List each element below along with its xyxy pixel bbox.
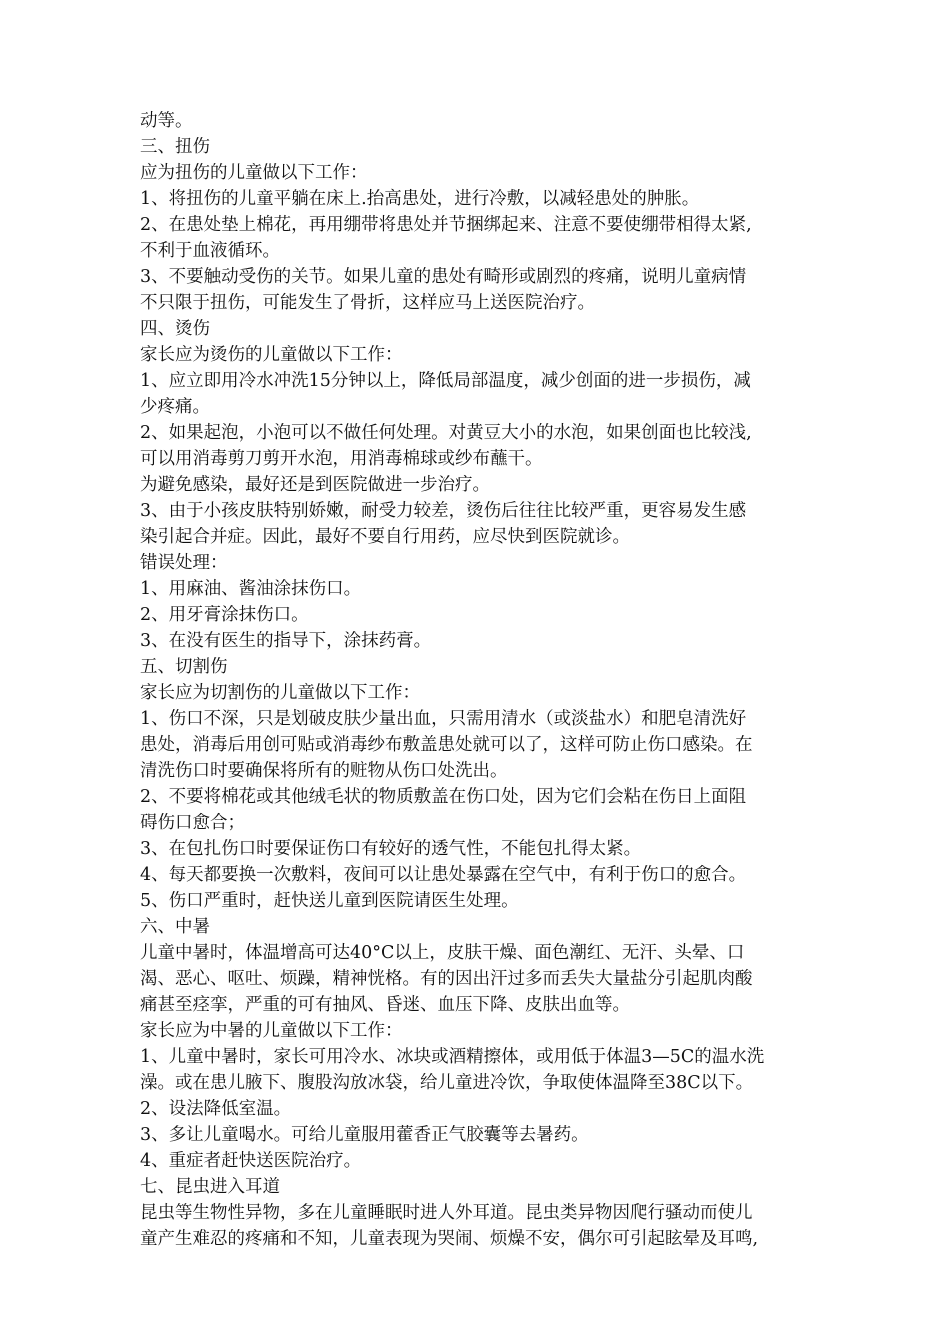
- text-line: 3、不要触动受伤的关节。如果儿童的患处有畸形或剧烈的疼痛，说明儿童病情: [140, 267, 747, 287]
- text-line: 清洗伤口时要确保将所有的赃物从伤口处洗出。: [140, 761, 508, 781]
- text-line: 五、切割伤: [140, 657, 228, 677]
- text-line: 3、在没有医生的指导下，涂抹药膏。: [140, 631, 432, 651]
- text-line: 澡。或在患儿腋下、腹股沟放冰袋，给儿童进冷饮，争取使体温降至38C以下。: [140, 1073, 754, 1093]
- text-line: 5、伤口严重时，赶快送儿童到医院请医生处理。: [140, 891, 519, 911]
- text-line: 1、将扭伤的儿童平躺在床上.抬高患处，进行冷敷，以减轻患处的肿胀。: [140, 189, 700, 209]
- text-line: 4、每天都要换一次敷料，夜间可以让患处暴露在空气中，有利于伤口的愈合。: [140, 865, 747, 885]
- text-line: 三、扭伤: [140, 137, 210, 157]
- text-line: 4、重症者赶快送医院治疗。: [140, 1151, 362, 1171]
- text-line: 应为扭伤的儿童做以下工作：: [140, 163, 368, 183]
- text-line: 不利于血液循环。: [140, 241, 280, 261]
- text-line: 动等。: [140, 111, 193, 131]
- text-line: 痛甚至痉挛，严重的可有抽风、昏迷、血压下降、皮肤出血等。: [140, 995, 630, 1015]
- text-line: 昆虫等生物性异物，多在儿童睡眠时进人外耳道。昆虫类异物因爬行骚动而使儿: [140, 1203, 753, 1223]
- text-line: 六、中暑: [140, 917, 210, 937]
- text-line: 2、用牙膏涂抹伤口。: [140, 605, 309, 625]
- text-line: 1、儿童中暑时，家长可用冷水、冰块或酒精擦体，或用低于体温3—5C的温水洗: [140, 1047, 765, 1067]
- text-line: 家长应为中暑的儿童做以下工作：: [140, 1021, 403, 1041]
- text-line: 家长应为切割伤的儿童做以下工作：: [140, 683, 420, 703]
- text-line: 3、在包扎伤口时要保证伤口有较好的透气性，不能包扎得太紧。: [140, 839, 642, 859]
- text-line: 渴、恶心、呕吐、烦躁，精神恍格。有的因出汗过多而丢失大量盐分引起肌肉酸: [140, 969, 753, 989]
- text-line: 2、在患处垫上棉花，再用绷带将患处并节捆绑起来、注意不要使绷带相得太紧,: [140, 215, 752, 235]
- text-line: 不只限于扭伤，可能发生了骨折，这样应马上送医院治疗。: [140, 293, 595, 313]
- text-line: 1、用麻油、酱油涂抹伤口。: [140, 579, 362, 599]
- text-line: 少疼痛。: [140, 397, 210, 417]
- text-line: 1、伤口不深，只是划破皮肤少量出血，只需用清水（或淡盐水）和肥皂清洗好: [140, 709, 747, 729]
- text-line: 1、应立即用冷水冲洗15分钟以上，降低局部温度，减少创面的进一步损伤，减: [140, 371, 751, 391]
- document-body: [140, 108, 812, 1252]
- text-line: 碍伤口愈合；: [140, 813, 245, 833]
- text-line: 儿童中暑时，体温增高可达40°C以上，皮肤干燥、面色潮红、无汗、头晕、口: [140, 943, 745, 963]
- text-line: 3、多让儿童喝水。可给儿童服用藿香正气胶囊等去暑药。: [140, 1125, 589, 1145]
- text-line: 患处，消毒后用创可贴或消毒纱布敷盖患处就可以了，这样可防止伤口感染。在: [140, 735, 753, 755]
- text-line: 四、烫伤: [140, 319, 210, 339]
- text-line: 七、昆虫进入耳道: [140, 1177, 280, 1197]
- text-line: 可以用消毒剪刀剪开水泡，用消毒棉球或纱布蘸干。: [140, 449, 543, 469]
- text-line: 2、不要将棉花或其他绒毛状的物质敷盖在伤口处，因为它们会粘在伤日上面阻: [140, 787, 747, 807]
- text-line: 3、由于小孩皮肤特别娇嫩，耐受力较差，烫伤后往往比较严重，更容易发生感: [140, 501, 747, 521]
- text-line: 2、设法降低室温。: [140, 1099, 292, 1119]
- text-line: 染引起合并症。因此，最好不要自行用药，应尽快到医院就诊。: [140, 527, 630, 547]
- text-line: 童产生难忍的疼痛和不知，儿童表现为哭闹、烦燥不安，偶尔可引起眩晕及耳鸣,: [140, 1229, 759, 1249]
- text-line: 为避免感染，最好还是到医院做进一步治疗。: [140, 475, 490, 495]
- text-line: 家长应为烫伤的儿童做以下工作：: [140, 345, 403, 365]
- text-line: 2、如果起泡，小泡可以不做任何处理。对黄豆大小的水泡，如果创面也比较浅,: [140, 423, 752, 443]
- text-line: 错误处理：: [140, 553, 228, 573]
